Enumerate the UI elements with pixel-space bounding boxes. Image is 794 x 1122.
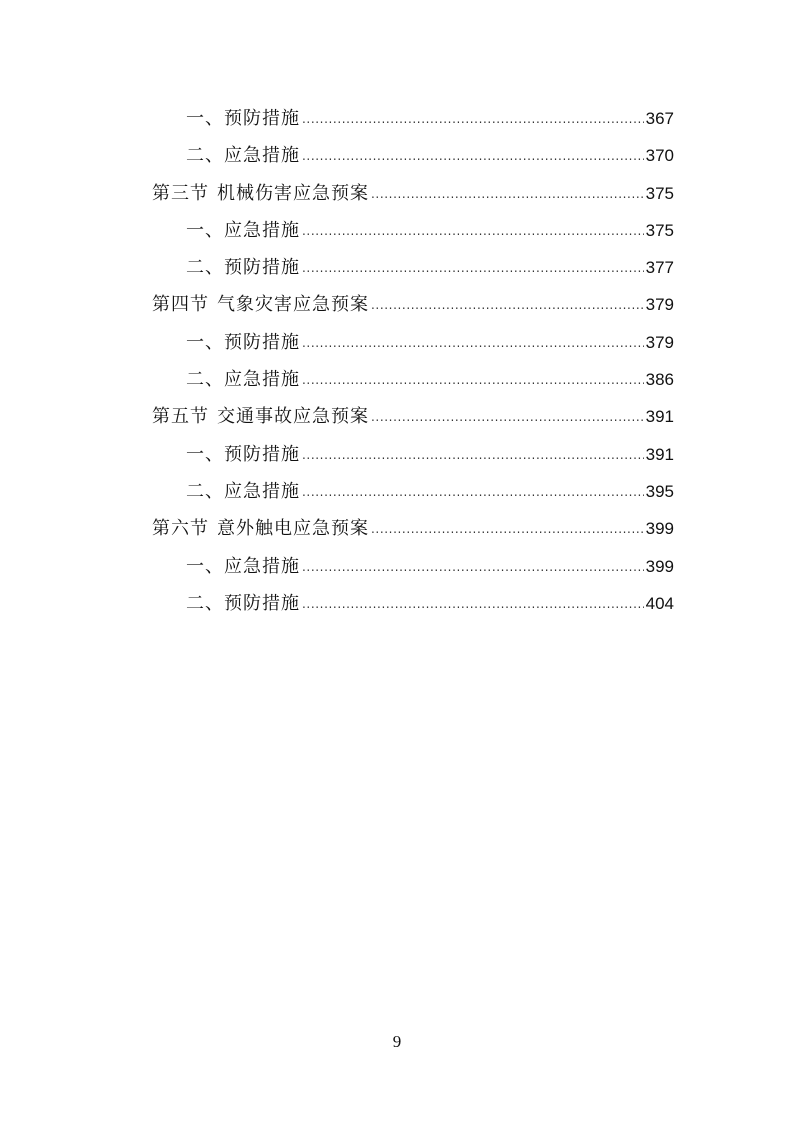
toc-entry-page: 379	[645, 295, 674, 315]
toc-entry-title: 第四节 气象灾害应急预案	[152, 294, 369, 316]
toc-entry[interactable]	[152, 552, 674, 589]
toc-entry[interactable]	[152, 365, 674, 402]
toc-entry-title: 二、应急措施	[186, 480, 300, 502]
toc-leader-dots	[302, 597, 644, 611]
toc-entry-title: 二、应急措施	[186, 369, 300, 391]
toc-entry[interactable]	[152, 589, 674, 626]
toc-entry-section[interactable]	[152, 514, 674, 551]
toc-entry-section[interactable]	[152, 290, 674, 327]
toc-leader-dots	[371, 187, 644, 201]
toc-leader-dots	[302, 485, 644, 499]
toc-entry[interactable]	[152, 216, 674, 253]
toc-leader-dots	[302, 373, 644, 387]
toc-entry[interactable]	[152, 440, 674, 477]
toc-leader-dots	[371, 410, 644, 424]
toc-entry-page: 379	[645, 332, 674, 352]
toc-leader-dots	[302, 448, 644, 462]
toc-entry-page: 395	[645, 481, 674, 501]
toc-entry[interactable]	[152, 477, 674, 514]
toc-leader-dots	[302, 224, 644, 238]
page-number: 9	[392, 1032, 402, 1051]
toc-entry[interactable]	[152, 141, 674, 178]
toc-entry-title: 一、预防措施	[186, 108, 300, 129]
toc-entry-page: 367	[645, 109, 674, 128]
toc-entry-page: 391	[645, 444, 674, 464]
toc-entry-page: 375	[645, 220, 674, 240]
toc-entry-title: 第三节 机械伤害应急预案	[152, 182, 369, 204]
toc-entry[interactable]	[152, 328, 674, 365]
toc-leader-dots	[371, 522, 644, 536]
table-of-contents	[152, 104, 674, 626]
toc-entry-section[interactable]	[152, 179, 674, 216]
toc-entry-page: 399	[645, 519, 674, 539]
toc-entry-title: 二、应急措施	[186, 145, 300, 167]
toc-leader-dots	[302, 336, 644, 350]
toc-entry-title: 二、预防措施	[186, 592, 300, 614]
toc-entry-title: 二、预防措施	[186, 257, 300, 279]
toc-leader-dots	[302, 560, 644, 574]
toc-entry-page: 386	[645, 370, 674, 390]
toc-entry-title: 第六节 意外触电应急预案	[152, 518, 369, 540]
toc-leader-dots	[302, 261, 644, 275]
toc-entry-title: 一、应急措施	[186, 219, 300, 241]
toc-entry[interactable]	[152, 104, 674, 141]
toc-leader-dots	[302, 149, 644, 163]
toc-entry-title: 一、预防措施	[186, 331, 300, 353]
toc-entry-page: 370	[645, 146, 674, 166]
toc-leader-dots	[302, 112, 644, 126]
toc-entry-title: 一、预防措施	[186, 443, 300, 465]
toc-entry-title: 一、应急措施	[186, 555, 300, 577]
toc-entry-title: 第五节 交通事故应急预案	[152, 406, 369, 428]
toc-entry-page: 391	[645, 407, 674, 427]
toc-entry-section[interactable]	[152, 402, 674, 439]
toc-entry-page: 404	[645, 593, 674, 613]
toc-entry[interactable]	[152, 253, 674, 290]
toc-leader-dots	[371, 298, 644, 312]
toc-entry-page: 375	[645, 183, 674, 203]
toc-entry-page: 399	[645, 556, 674, 576]
toc-entry-page: 377	[645, 258, 674, 278]
